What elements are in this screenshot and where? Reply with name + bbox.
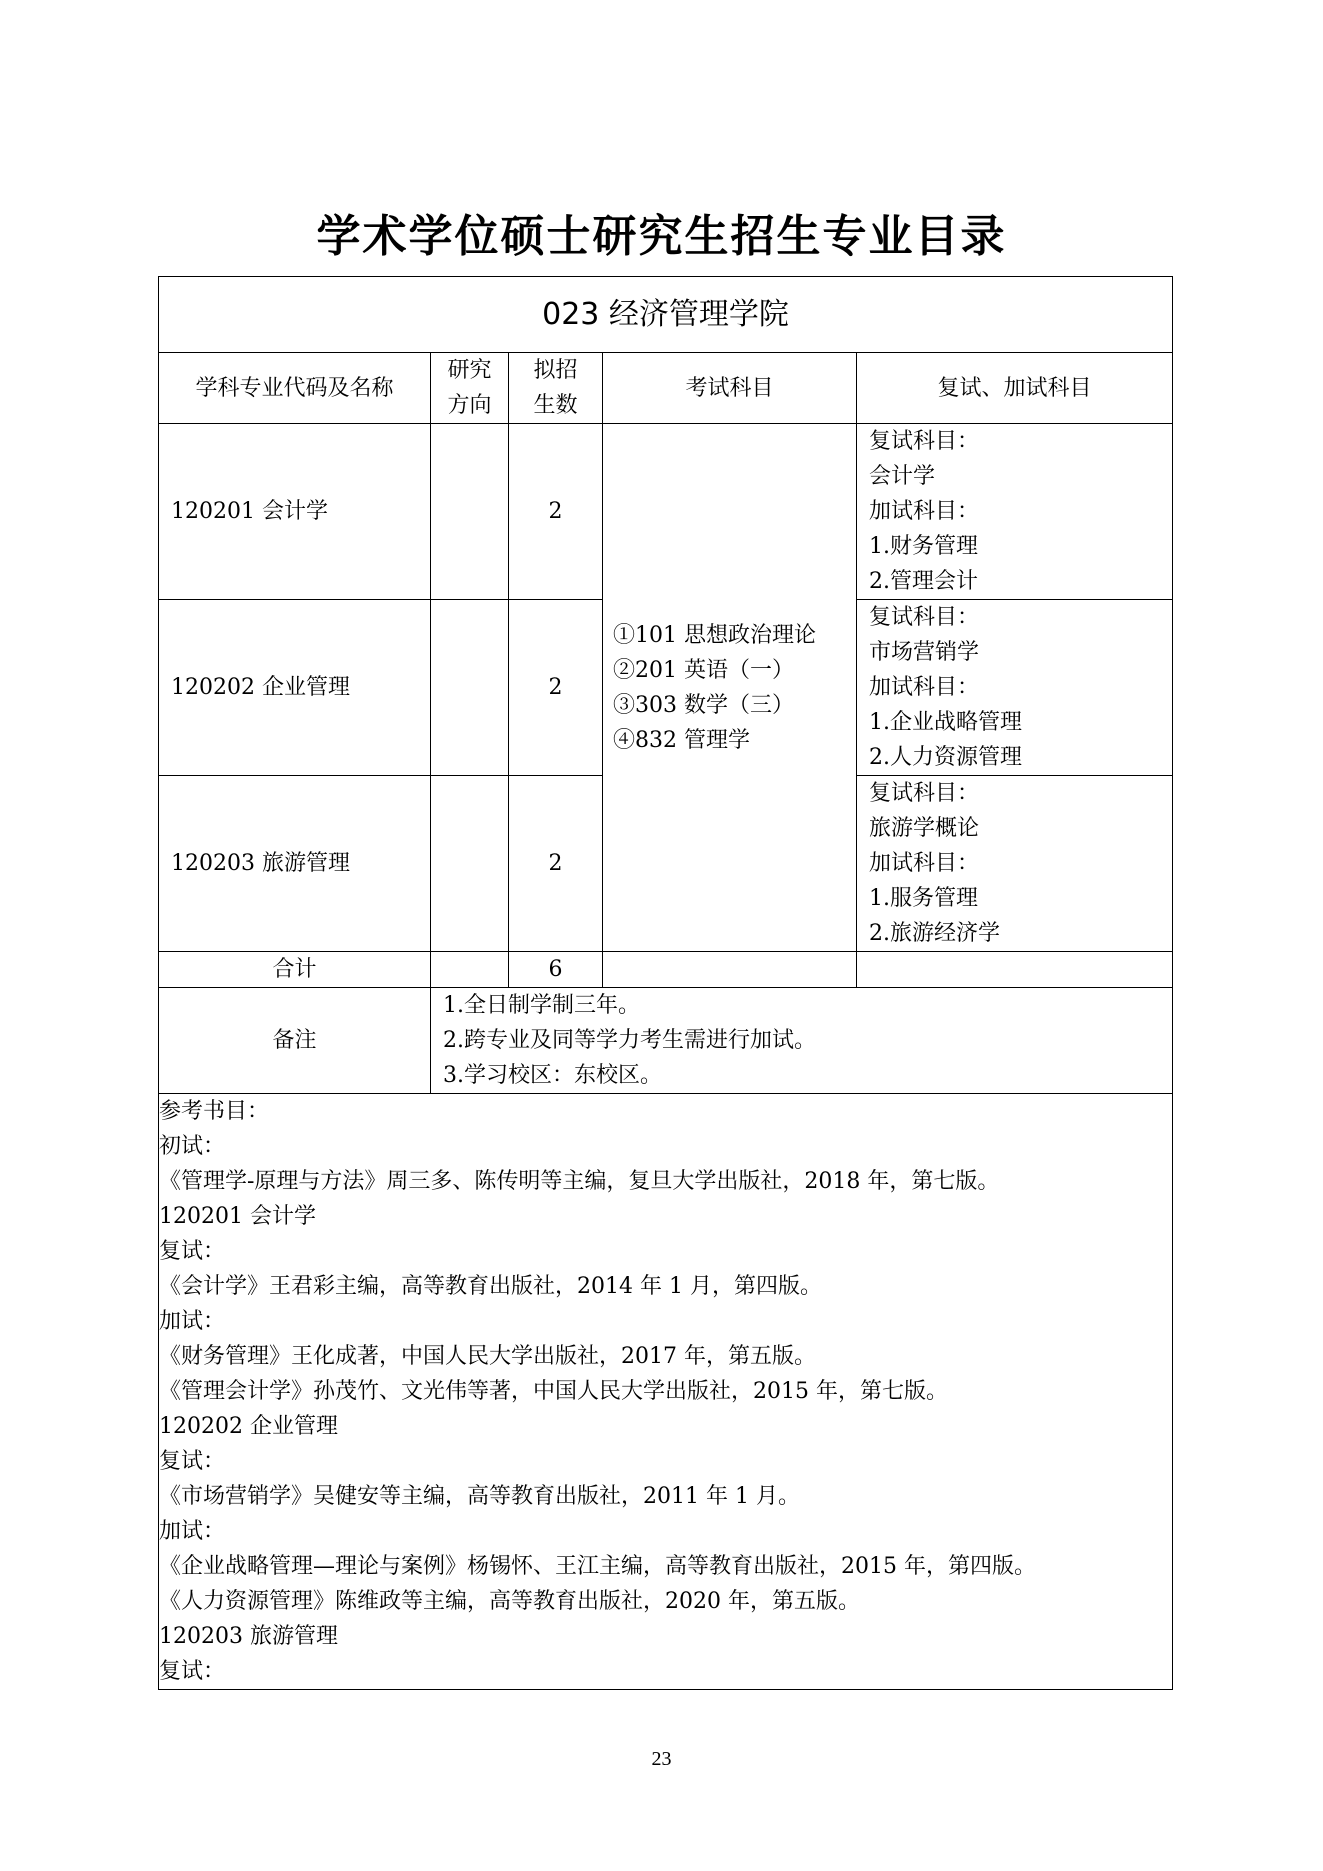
retest-line: 加试科目： — [869, 675, 980, 700]
reference-line: 《市场营销学》吴健安等主编，高等教育出版社，2011 年 1 月。 — [159, 1484, 800, 1509]
retest-line: 复试科目： — [869, 429, 980, 454]
reference-line: 120201 会计学 — [159, 1204, 316, 1229]
reference-line: 复试： — [159, 1659, 226, 1684]
major-quota: 2 — [509, 600, 603, 776]
total-retest — [857, 952, 1173, 988]
total-exam — [603, 952, 857, 988]
header-quota-line2: 生数 — [533, 393, 578, 418]
retest-line: 加试科目： — [869, 851, 980, 876]
major-name: 120201 会计学 — [159, 424, 431, 600]
notes-label: 备注 — [159, 988, 431, 1094]
reference-line: 加试： — [159, 1519, 226, 1544]
header-row — [159, 353, 1173, 424]
major-row — [159, 424, 1173, 600]
header-direction — [431, 353, 509, 424]
exam-subject: ④832 管理学 — [613, 727, 750, 753]
exam-subjects — [603, 424, 857, 952]
note-line: 3.学习校区：东校区。 — [443, 1063, 662, 1088]
retest-line: 1.财务管理 — [869, 534, 978, 559]
references-content — [159, 1094, 1173, 1690]
note-line: 1.全日制学制三年。 — [443, 993, 640, 1018]
retest-line: 旅游学概论 — [869, 816, 980, 841]
reference-line: 加试： — [159, 1309, 226, 1334]
reference-line: 参考书目： — [159, 1099, 270, 1124]
note-line: 2.跨专业及同等学力考生需进行加试。 — [443, 1028, 816, 1053]
header-major: 学科专业代码及名称 — [159, 353, 431, 424]
retest-line: 复试科目： — [869, 605, 980, 630]
header-retest: 复试、加试科目 — [857, 353, 1173, 424]
retest-line: 1.企业战略管理 — [869, 710, 1022, 735]
retest-line: 加试科目： — [869, 499, 980, 524]
major-name: 120202 企业管理 — [159, 600, 431, 776]
exam-subject: ③303 数学（三） — [613, 692, 794, 718]
retest-subjects — [857, 424, 1173, 600]
reference-line: 《企业战略管理—理论与案例》杨锡怀、王江主编，高等教育出版社，2015 年，第四版。 — [159, 1554, 1036, 1579]
retest-line: 2.人力资源管理 — [869, 745, 1022, 770]
notes-content — [431, 988, 1173, 1094]
total-quota: 6 — [509, 952, 603, 988]
retest-line: 会计学 — [869, 464, 936, 489]
reference-line: 《管理学-原理与方法》周三多、陈传明等主编，复旦大学出版社，2018 年，第七版。 — [159, 1169, 1000, 1194]
major-direction — [431, 424, 509, 600]
reference-line: 《管理会计学》孙茂竹、文光伟等著，中国人民大学出版社，2015 年，第七版。 — [159, 1379, 948, 1404]
reference-line: 120202 企业管理 — [159, 1414, 338, 1439]
retest-subjects — [857, 600, 1173, 776]
college-row — [159, 277, 1173, 353]
retest-line: 2.旅游经济学 — [869, 921, 1000, 946]
reference-line: 复试： — [159, 1449, 226, 1474]
header-quota — [509, 353, 603, 424]
header-direction-line2: 方向 — [447, 393, 492, 418]
retest-line: 复试科目： — [869, 781, 980, 806]
major-direction — [431, 776, 509, 952]
college-name: 023 经济管理学院 — [159, 277, 1173, 353]
major-quota: 2 — [509, 776, 603, 952]
notes-row — [159, 988, 1173, 1094]
reference-line: 120203 旅游管理 — [159, 1624, 338, 1649]
exam-subject: ②201 英语（一） — [613, 657, 794, 683]
reference-line: 《财务管理》王化成著，中国人民大学出版社，2017 年，第五版。 — [159, 1344, 816, 1369]
page-number: 23 — [651, 1748, 672, 1770]
retest-line: 1.服务管理 — [869, 886, 978, 911]
total-row — [159, 952, 1173, 988]
references-row — [159, 1094, 1173, 1690]
major-name: 120203 旅游管理 — [159, 776, 431, 952]
header-direction-line1: 研究 — [447, 358, 492, 383]
reference-line: 初试： — [159, 1134, 226, 1159]
header-quota-line1: 拟招 — [533, 358, 578, 383]
total-direction — [431, 952, 509, 988]
reference-line: 复试： — [159, 1239, 226, 1264]
major-direction — [431, 600, 509, 776]
exam-subject: ①101 思想政治理论 — [613, 622, 816, 648]
catalog-table — [158, 276, 1173, 1690]
header-exam: 考试科目 — [603, 353, 857, 424]
retest-subjects — [857, 776, 1173, 952]
page-title: 学术学位硕士研究生招生专业目录 — [316, 211, 1007, 262]
total-label: 合计 — [159, 952, 431, 988]
reference-line: 《会计学》王君彩主编，高等教育出版社，2014 年 1 月，第四版。 — [159, 1274, 822, 1299]
retest-line: 市场营销学 — [869, 640, 980, 665]
reference-line: 《人力资源管理》陈维政等主编，高等教育出版社，2020 年，第五版。 — [159, 1589, 860, 1614]
major-quota: 2 — [509, 424, 603, 600]
retest-line: 2.管理会计 — [869, 569, 978, 594]
